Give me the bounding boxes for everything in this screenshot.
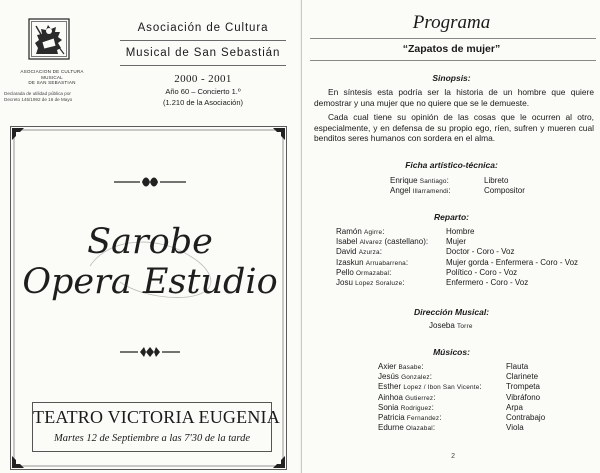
person-name: Ainhoa Gutierrez: <box>378 392 436 402</box>
concert-number: Año 60 – Concierto 1.º <box>165 87 241 96</box>
person-name: Pello Ormazabal: <box>336 267 392 277</box>
artistic-heading: Ficha artístico-técnica: <box>405 160 498 170</box>
venue-name: TEATRO VICTORIA EUGENIA <box>33 407 280 427</box>
role: Arpa <box>506 402 523 412</box>
bagpiper-emblem-icon <box>28 18 70 64</box>
role: Clarinete <box>506 372 539 382</box>
synopsis-paragraph-2: Cada cual tiene su opinión de las cosas que le ocurren al otro, especialmente, y en defensa de su propio ego, ríen, sufren y mueren cual benditos seres humanos con sordera en el alma. <box>314 112 594 143</box>
page-number: 2 <box>451 453 455 460</box>
synopsis-paragraph-1: En síntesis esta podría ser la historia de un hombre que quiere demostrar y una mujer que no quiere que se le demueste. <box>314 87 594 108</box>
musicians-row <box>378 423 600 434</box>
role: Vibráfono <box>506 392 541 402</box>
person-name: David Azurza: <box>336 247 383 257</box>
person-name: Angel Illarramendi: <box>390 186 451 195</box>
association-name-line-1: Asociación de Cultura <box>137 22 269 34</box>
association-name-line-2: Musical de San Sebastián <box>125 47 281 59</box>
person-name: Ramón Agirre: <box>336 227 385 236</box>
role: Compositor <box>484 186 525 195</box>
person-name: Jesús Gonzalez: <box>378 372 432 382</box>
role: Político - Coro - Voz <box>446 267 518 277</box>
concert-count: (1.210 de la Asociación) <box>162 98 244 107</box>
musical-director: Joseba Torre <box>429 321 473 330</box>
role: Enfermero - Coro - Voz <box>446 278 529 287</box>
role: Mujer gorda - Enfermera - Coro - Voz <box>446 257 579 267</box>
decree-note: Declarada de utilidad pública por Decreto 145/1992 de 16 de Mayo <box>4 91 73 102</box>
person-name: Patricia Fernandez: <box>378 413 442 422</box>
cast-heading: Reparto: <box>434 212 469 222</box>
divider <box>120 65 286 66</box>
title-line-2: Opera Estudio <box>22 262 278 302</box>
person-name: Sonia Rodriguez: <box>378 402 434 412</box>
top-ornament-icon <box>112 176 188 188</box>
person-name: Isabel Alvarez (castellano): <box>336 237 429 247</box>
person-name: Josu Lopez Soraluze: <box>336 278 405 287</box>
divider <box>120 40 286 41</box>
bottom-ornament-icon <box>118 346 182 358</box>
synopsis-heading: Sinopsis: <box>432 73 471 83</box>
work-title: “Zapatos de mujer” <box>402 43 501 55</box>
artistic-row <box>390 186 600 197</box>
logo-caption: ASOCIACION DE CULTURA MUSICAL DE SAN SEBASTIAN <box>20 69 84 86</box>
musical-direction-heading: Dirección Musical: <box>413 307 490 317</box>
person-name: Axier Basabe: <box>378 362 424 371</box>
role: Contrabajo <box>506 413 546 422</box>
role: Flauta <box>506 362 529 371</box>
musicians-heading: Músicos: <box>433 347 470 357</box>
role: Trompeta <box>506 382 540 392</box>
role: Viola <box>506 423 524 433</box>
role: Doctor - Coro - Voz <box>446 247 515 257</box>
venue-box <box>32 402 280 452</box>
title-line-1: Sarobe <box>87 222 213 262</box>
person-name: Esther Lopez / Ibon San Vicente: <box>378 382 482 392</box>
role: Libreto <box>484 176 509 185</box>
event-date: Martes 12 de Septiembre a las 7'30 de la tarde <box>54 433 250 444</box>
person-name: Enrique Santiago: <box>390 176 449 185</box>
role: Hombre <box>446 227 475 236</box>
season: 2000 - 2001 <box>174 73 232 85</box>
person-name: Izaskun Arruabarrena: <box>336 257 409 267</box>
person-name: Edurne Olazabal: <box>378 423 436 433</box>
program-page <box>301 0 600 473</box>
page-title: Programa <box>412 12 491 33</box>
role: Mujer <box>446 237 467 247</box>
divider <box>310 60 596 61</box>
divider <box>310 38 596 39</box>
cast-row <box>336 278 600 289</box>
